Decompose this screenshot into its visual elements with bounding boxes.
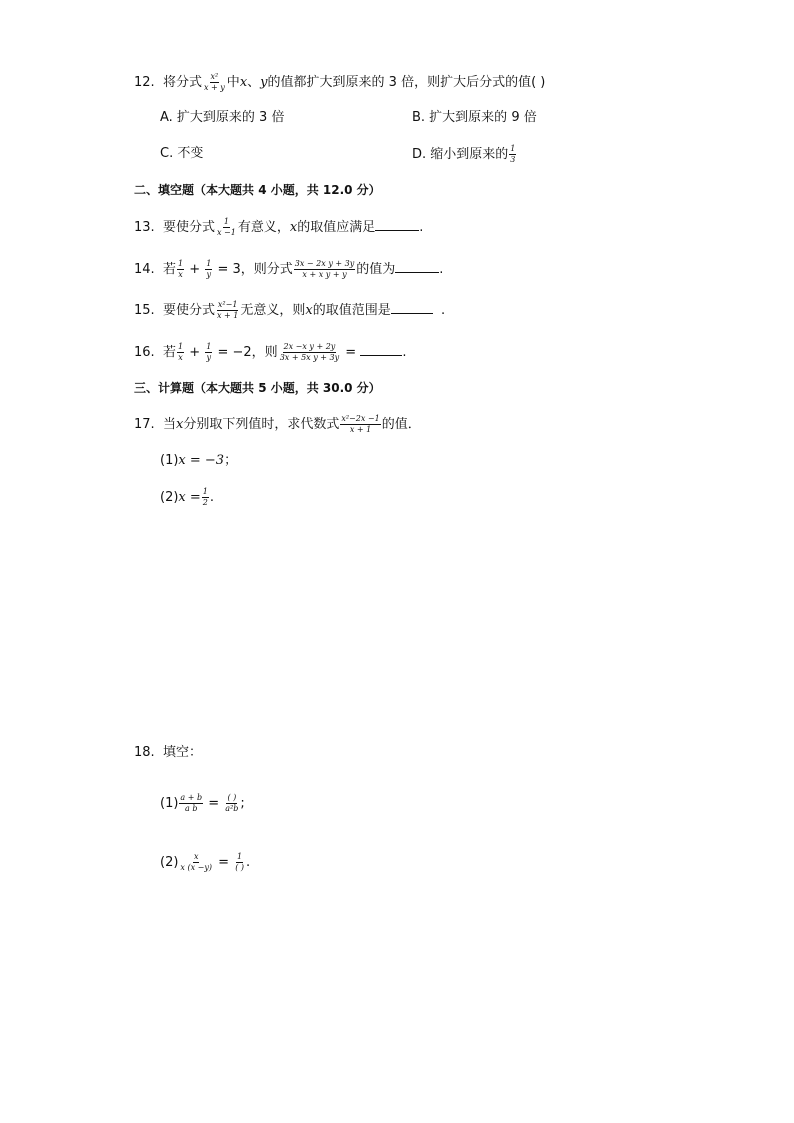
sub-question-1: (1) $\frac{a + b}{\text{a b}}$ = $\frac{( )}{\text{a²b}}$ ; — [160, 793, 245, 813]
question-13: 13. 要使分式 $\frac{1}{x -1}$ 有意义，x的取值应满足 . — [134, 217, 424, 237]
fraction: $\frac{\text{x²−2x −1}}{x + 1}$ — [341, 414, 380, 434]
fraction: $\frac{1}{2}$ — [202, 487, 208, 507]
fraction-with-blank[interactable]: $\frac{( )}{\text{a²b}}$ — [225, 793, 239, 813]
fraction: $\frac{x}{x (x -y)}$ — [180, 852, 212, 872]
answer-blank[interactable] — [395, 260, 439, 273]
fraction: $\frac{\text{2x −x y + 2y}}{\text{3x + 5x y + 3y}}$ — [279, 342, 340, 362]
section-heading: 三、计算题（本大题共 5 小题，共 30.0 分） — [134, 381, 381, 395]
question-15: 15. 要使分式 $\frac{\text{x²−1}}{x + 1}$ 无意义，则x的取值范围是 . — [134, 300, 446, 320]
question-number: 18. — [134, 745, 155, 760]
fraction: $\frac{1}{y}$ — [206, 259, 212, 279]
fraction: $\frac{\text{3x − 2x y + 3y}}{\text{x + x y + y}}$ — [294, 259, 355, 279]
fraction-with-blank[interactable]: $\frac{1}{( )}$ — [235, 852, 244, 872]
question-number: 13. — [134, 220, 155, 235]
fraction: $\frac{a + b}{\text{a b}}$ — [180, 793, 203, 813]
question-14: 14. 若 $\frac{1}{x}$ + $\frac{1}{y}$ = 3，则分式 $\frac{\text{3x − 2x y + 3y}}{\text{x + x y + y}}$ 的值为 . — [134, 259, 444, 279]
question-18: 18. 填空： — [134, 745, 202, 760]
sub-question-1: (1)x = −3； — [160, 453, 238, 468]
question-16: 16. 若 $\frac{1}{x}$ + $\frac{1}{y}$ = −2，则 $\frac{\text{2x −x y + 2y}}{\text{3x + 5x y + 3y}}$ = . — [134, 342, 407, 362]
answer-blank[interactable] — [375, 218, 419, 231]
question-number: 17. — [134, 417, 155, 432]
question-number: 15. — [134, 303, 155, 318]
fraction: $\frac{1}{3}$ — [510, 144, 516, 164]
section-heading: 二、填空题（本大题共 4 小题，共 12.0 分） — [134, 183, 381, 197]
fraction: $\frac{1}{y}$ — [206, 342, 212, 362]
question-text: 将分式 — [162, 75, 202, 90]
question-12: 12. 将分式 $\frac{\text{x²}}{x + y}$ 中x、y的值都扩大到原来的 3 倍，则扩大后分式的值( ) — [134, 72, 546, 92]
answer-blank[interactable] — [360, 343, 402, 356]
question-number: 12. — [134, 75, 155, 90]
option-c: C. 不变 — [160, 146, 204, 161]
fraction: $\frac{\text{x²−1}}{x + 1}$ — [216, 300, 239, 320]
fraction: $\frac{1}{x -1}$ — [216, 217, 236, 237]
sub-question-2: (2) $\frac{x}{x (x -y)}$ = $\frac{1}{( )}$ . — [160, 852, 251, 872]
fraction: $\frac{1}{x}$ — [177, 259, 184, 279]
answer-blank[interactable] — [391, 301, 433, 314]
question-number: 14. — [134, 262, 155, 277]
sub-question-2: (2)x = $\frac{1}{2}$ . — [160, 487, 215, 507]
question-17: 17. 当x分别取下列值时，求代数式 $\frac{\text{x²−2x −1}}{x + 1}$ 的值． — [134, 414, 421, 434]
option-b: B. 扩大到原来的 9 倍 — [412, 110, 537, 125]
option-d: D. 缩小到原来的 $\frac{1}{3}$ — [412, 144, 516, 164]
fraction: $\frac{1}{x}$ — [177, 342, 184, 362]
option-a: A. 扩大到原来的 3 倍 — [160, 110, 285, 125]
fraction: $\frac{\text{x²}}{x + y}$ — [203, 72, 225, 92]
question-number: 16. — [134, 345, 155, 360]
